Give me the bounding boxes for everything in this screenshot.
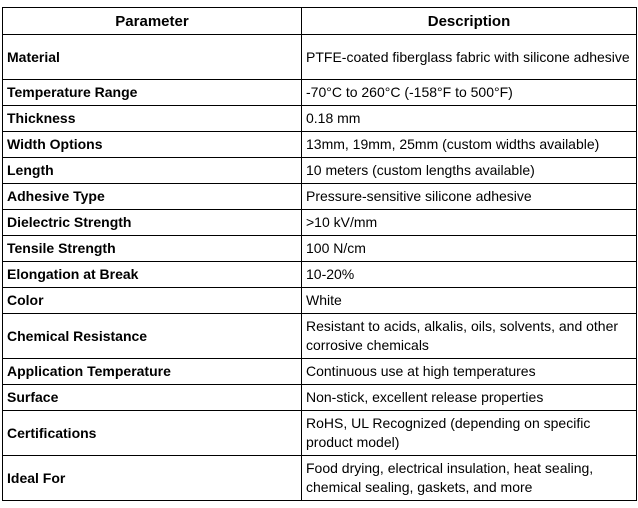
table-row	[3, 158, 637, 184]
parameter-cell: Ideal For	[3, 456, 302, 501]
description-cell: Pressure-sensitive silicone adhesive	[302, 184, 637, 210]
table-row	[3, 456, 637, 501]
table-row	[3, 385, 637, 411]
description-cell: Resistant to acids, alkalis, oils, solvents, and other corrosive chemicals	[302, 314, 637, 359]
parameter-cell: Dielectric Strength	[3, 210, 302, 236]
table-row	[3, 132, 637, 158]
description-cell: Continuous use at high temperatures	[302, 359, 637, 385]
parameter-cell: Certifications	[3, 411, 302, 456]
spec-table	[2, 7, 637, 501]
table-row	[3, 288, 637, 314]
table-row	[3, 359, 637, 385]
parameter-cell: Tensile Strength	[3, 236, 302, 262]
table-row	[3, 236, 637, 262]
description-cell: 100 N/cm	[302, 236, 637, 262]
parameter-cell: Length	[3, 158, 302, 184]
table-row	[3, 262, 637, 288]
description-cell: >10 kV/mm	[302, 210, 637, 236]
parameter-cell: Material	[3, 35, 302, 80]
header-parameter: Parameter	[3, 8, 302, 35]
table-row	[3, 35, 637, 80]
table-row	[3, 210, 637, 236]
table-row	[3, 80, 637, 106]
parameter-cell: Application Temperature	[3, 359, 302, 385]
parameter-cell: Temperature Range	[3, 80, 302, 106]
description-cell: White	[302, 288, 637, 314]
description-cell: -70°C to 260°C (-158°F to 500°F)	[302, 80, 637, 106]
parameter-cell: Color	[3, 288, 302, 314]
table-row	[3, 106, 637, 132]
parameter-cell: Adhesive Type	[3, 184, 302, 210]
header-row	[3, 8, 637, 35]
table-row	[3, 184, 637, 210]
parameter-cell: Width Options	[3, 132, 302, 158]
parameter-cell: Surface	[3, 385, 302, 411]
header-description: Description	[302, 8, 637, 35]
description-cell: PTFE-coated fiberglass fabric with silicone adhesive	[302, 35, 637, 80]
parameter-cell: Elongation at Break	[3, 262, 302, 288]
description-cell: 10-20%	[302, 262, 637, 288]
table-row	[3, 411, 637, 456]
parameter-cell: Chemical Resistance	[3, 314, 302, 359]
parameter-cell: Thickness	[3, 106, 302, 132]
description-cell: Food drying, electrical insulation, heat sealing, chemical sealing, gaskets, and more	[302, 456, 637, 501]
table-row	[3, 314, 637, 359]
description-cell: 0.18 mm	[302, 106, 637, 132]
description-cell: RoHS, UL Recognized (depending on specific product model)	[302, 411, 637, 456]
description-cell: 10 meters (custom lengths available)	[302, 158, 637, 184]
description-cell: Non-stick, excellent release properties	[302, 385, 637, 411]
description-cell: 13mm, 19mm, 25mm (custom widths available)	[302, 132, 637, 158]
